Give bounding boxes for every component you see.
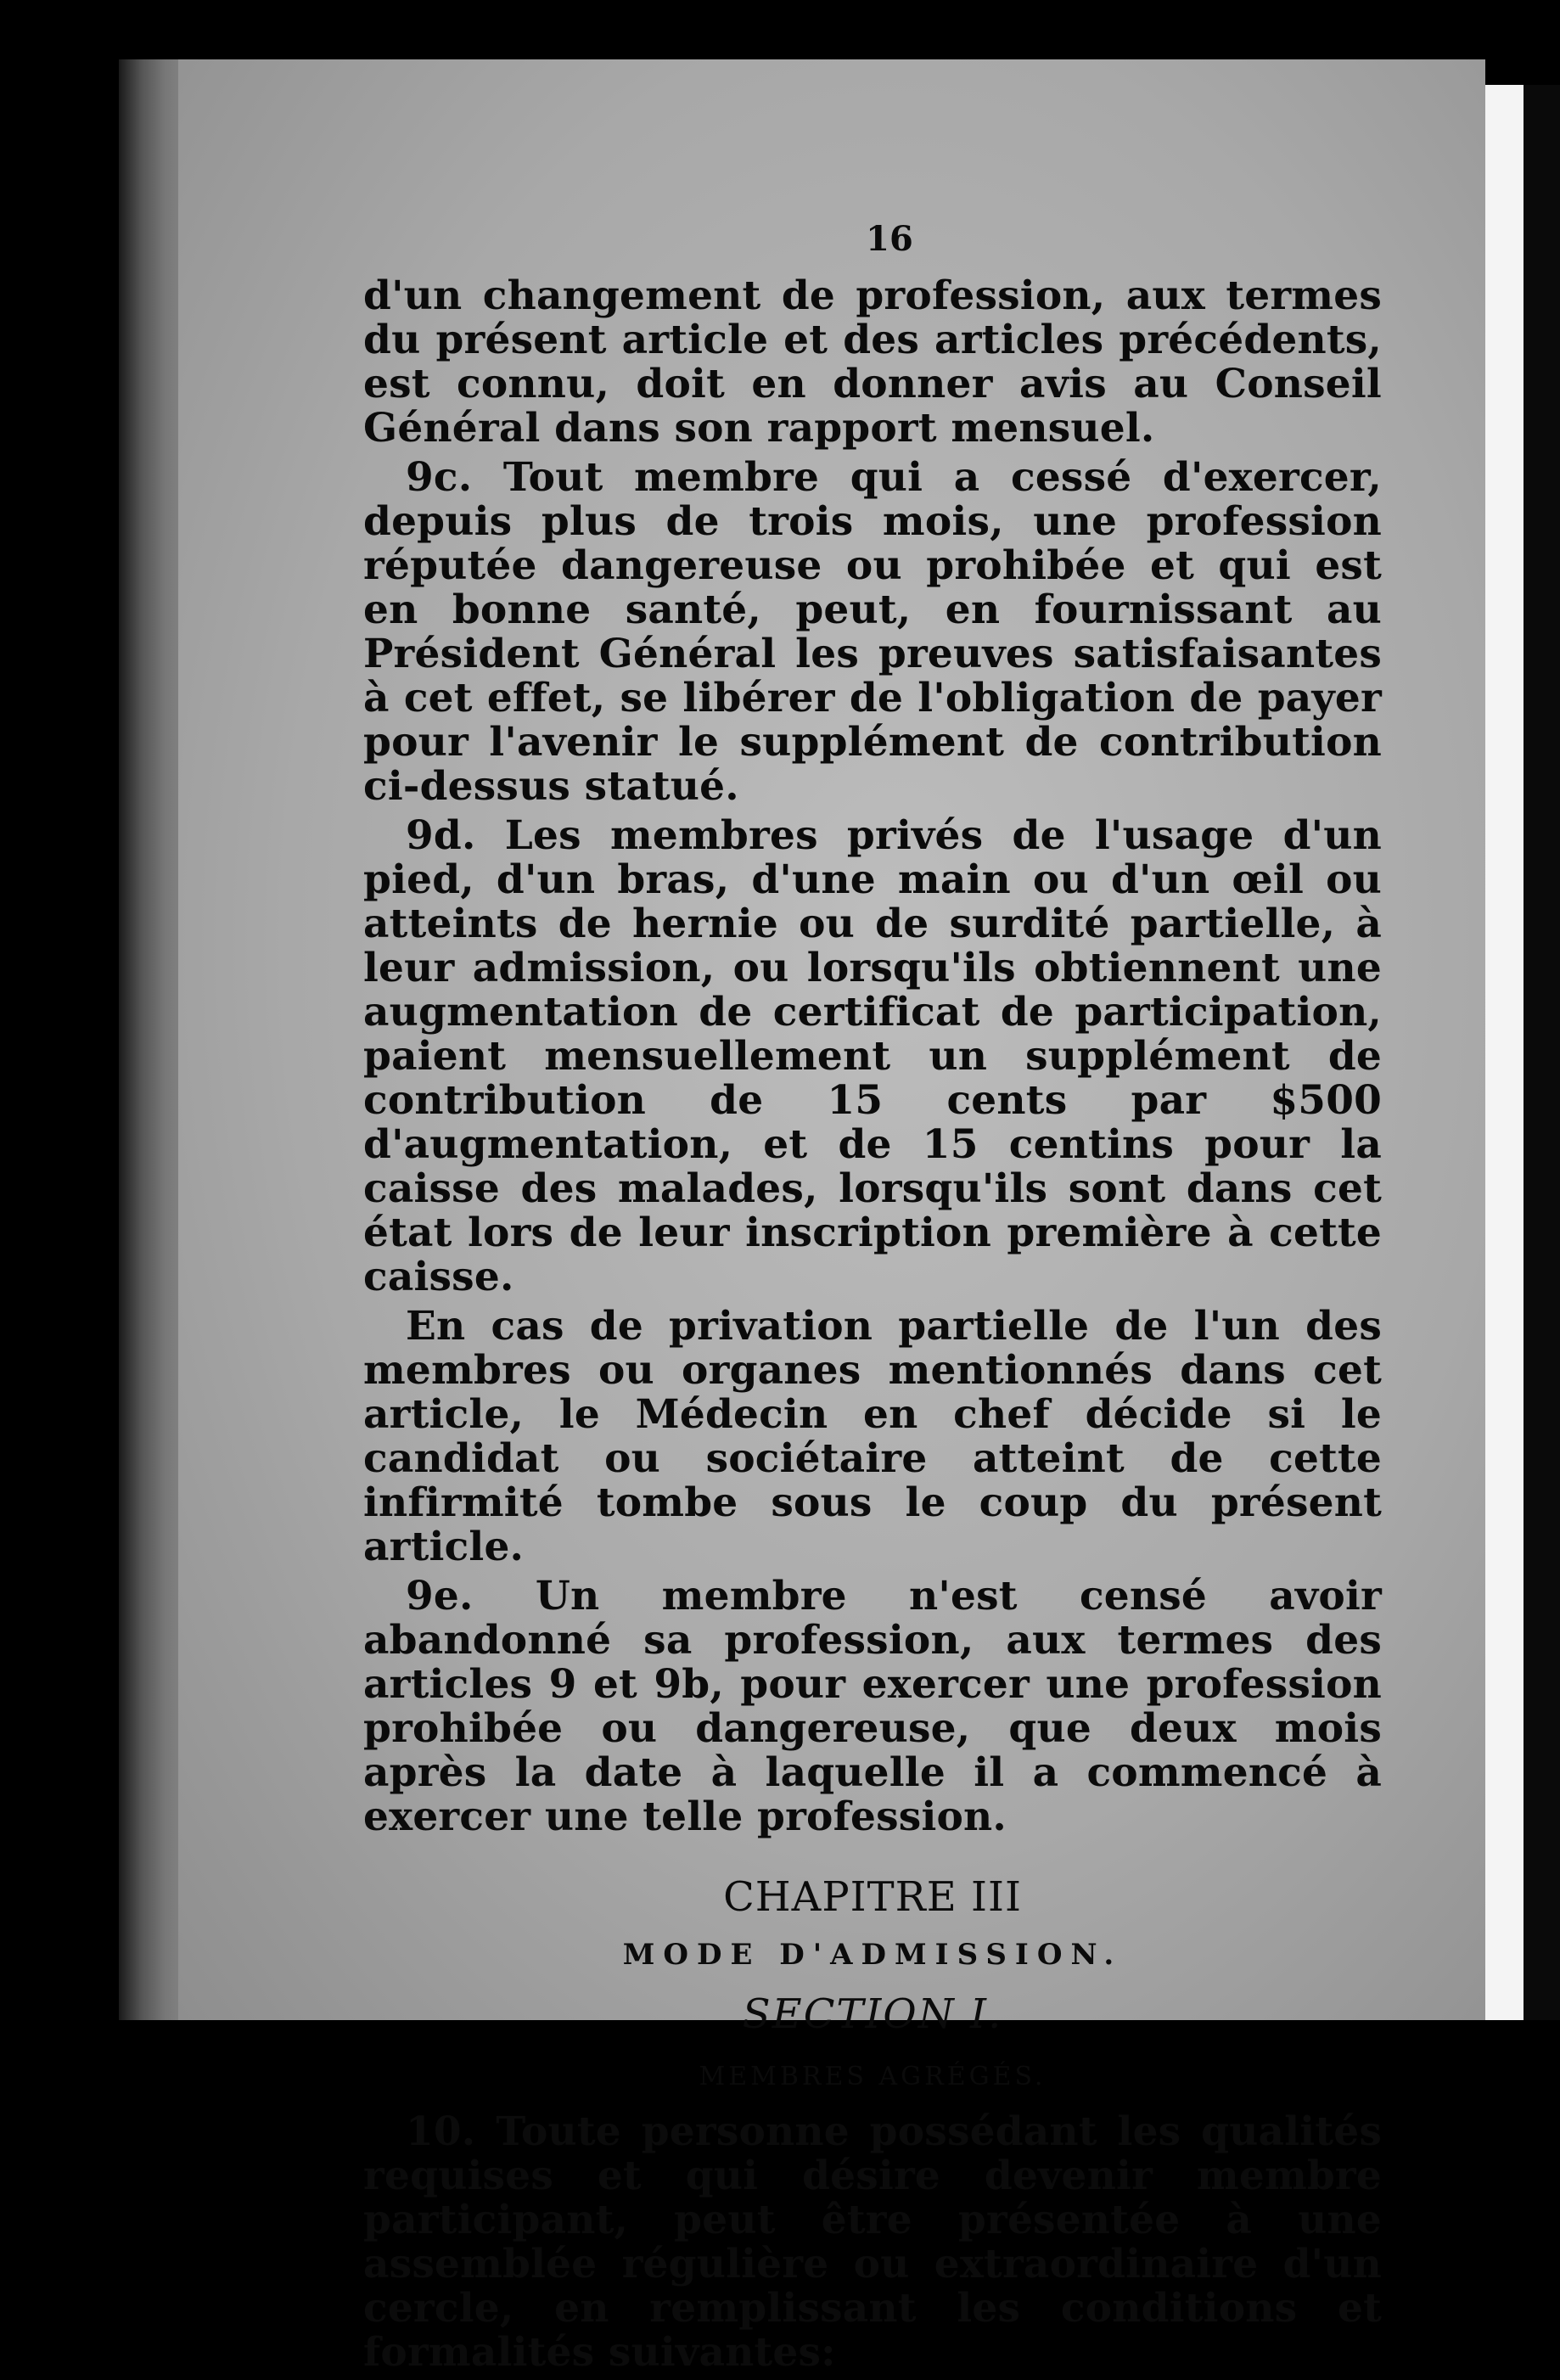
paragraph-9c	[363, 456, 1382, 809]
page-number: 16	[866, 219, 913, 259]
paragraph-text: En cas de privation partielle de l'un des membres ou organes mentionnés dans cet article, le Médecin en chef décide si le candidat ou sociétaire atteint de cette infirmité tombe sous le coup du présent article.	[363, 1303, 1382, 1570]
paragraph-text: Tout membre qui a cessé d'exercer, depuis plus de trois mois, une profession réputée dangereuse ou prohibée et qui est en bonne santé, peut, en fournissant au Président Général les preuves satisfaisantes à cet effet, se libérer de l'obligation de payer pour l'avenir le supplément de contribution ci-dessus statué.	[363, 454, 1382, 810]
right-page-gap	[1524, 85, 1560, 2020]
paragraph-text: Un membre n'est censé avoir abandonné sa profession, aux termes des articles 9 et 9b, pour exercer une profession prohibée ou dangereuse, que deux mois après la date à laquelle il a commencé à exercer une telle profession.	[363, 1573, 1382, 1840]
page-text	[363, 219, 1382, 2380]
paragraph-9d	[363, 814, 1382, 1299]
article-number: 9c.	[406, 454, 473, 501]
paragraph-text: d'un changement de profession, aux termes du présent article et des articles précédents, est connu, doit en donner avis au Conseil Général dans son rapport mensuel.	[363, 272, 1382, 452]
article-number: 9e.	[406, 1573, 474, 1619]
paragraph-9d-continued	[363, 1305, 1382, 1569]
section-title: SECTION I.	[742, 1990, 1003, 2038]
paragraph-10	[363, 2110, 1382, 2375]
article-number: 9d.	[406, 812, 476, 859]
paragraph-text: Les membres privés de l'usage d'un pied, d'un bras, d'une main ou d'un œil ou atteints de hernie ou de surdité partielle, à leur admission, ou lorsqu'ils obtiennent une augmentation de certificat de participation, paient mensuellement un supplément de contribution de 15 cents par $500 d'augmentation, et de 15 centins pour la caisse des malades, lorsqu'ils sont dans cet état lors de leur inscription première à cette caisse.	[363, 812, 1382, 1300]
chapter-subtitle: MODE D'ADMISSION.	[622, 1938, 1123, 1972]
section-subtitle: MEMBRES AGRÉGÉS.	[699, 2062, 1047, 2091]
chapter-title: CHAPITRE III	[723, 1873, 1022, 1921]
right-page-border	[1485, 85, 1524, 2020]
paragraph-9e	[363, 1575, 1382, 1839]
article-number: 10.	[406, 2108, 476, 2155]
paragraph-text: Toute personne possédant les qualités requises et qui désire devenir membre participant, peut être présentée à une assemblée régulière ou extraordinaire d'un cercle, en remplissant les conditions et formalités suivantes:	[363, 2108, 1382, 2376]
paragraph-continuation	[363, 274, 1382, 451]
